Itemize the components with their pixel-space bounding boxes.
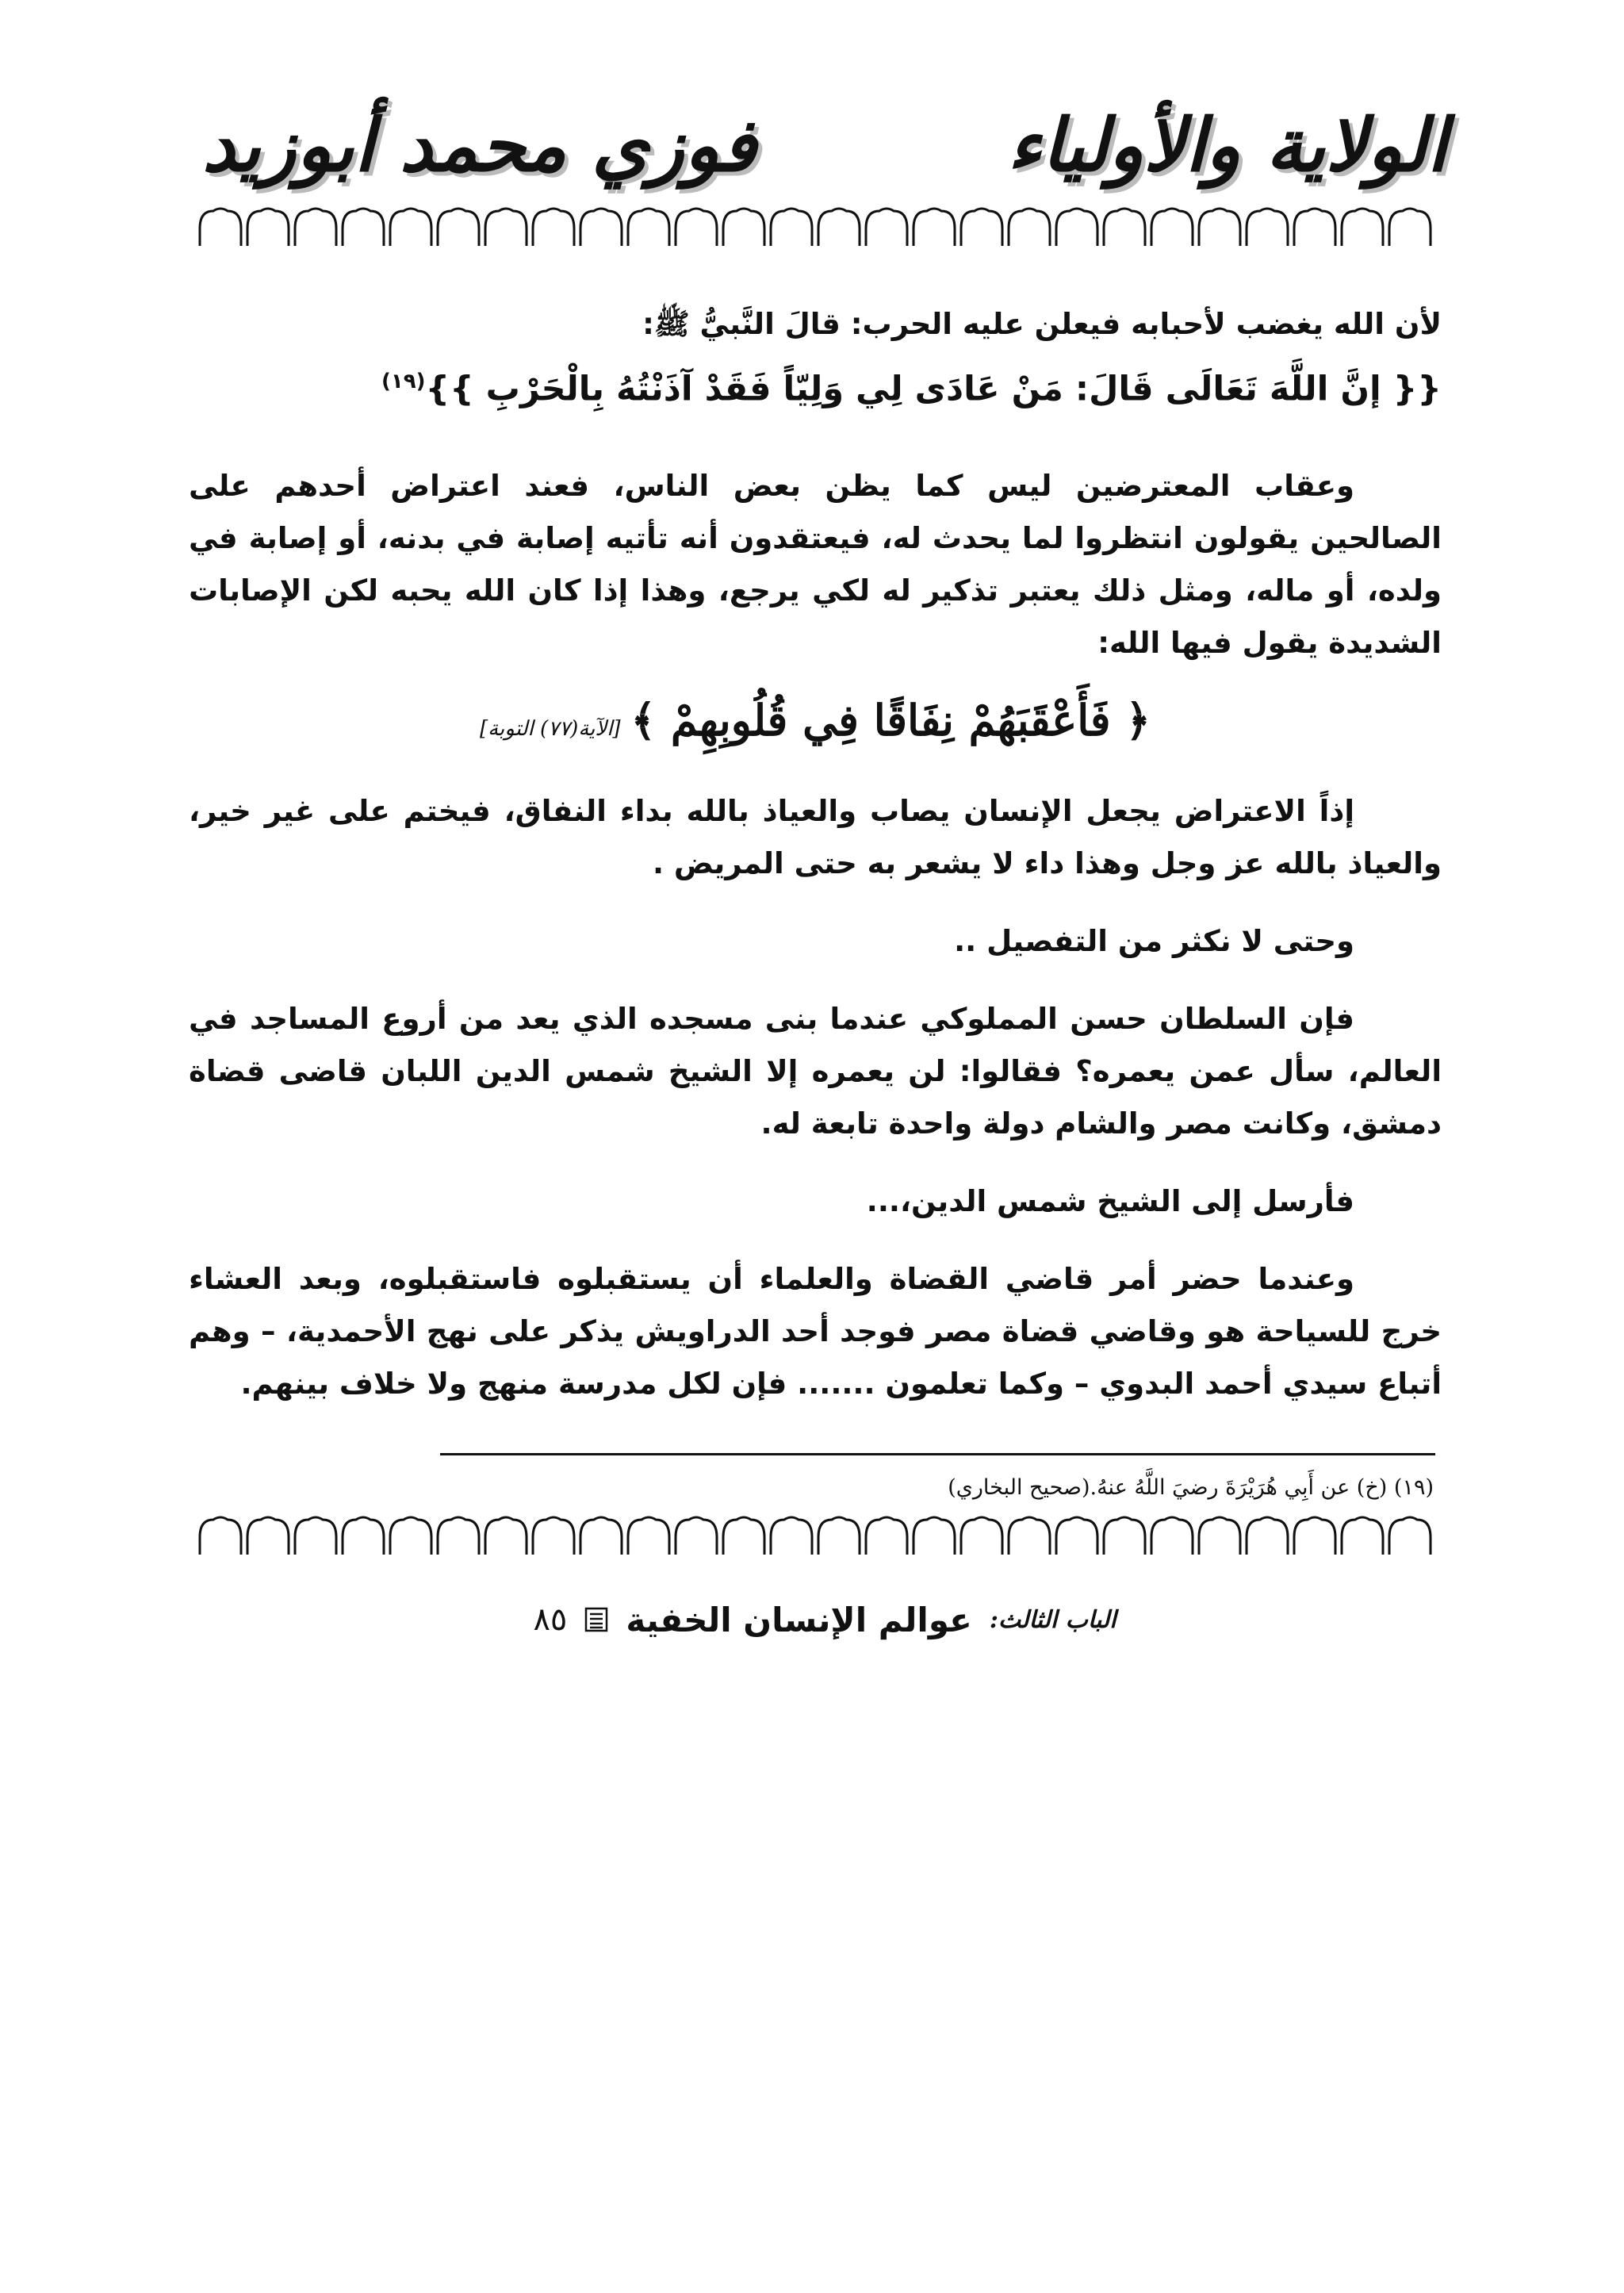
paragraph-2: إذاً الاعتراض يجعل الإنسان يصاب والعياذ بالله بداء النفاق، فيختم على غير خير، والعياذ بالله عز وجل وهذا داء لا يشعر به حتى المريض .: [189, 794, 1442, 881]
book-icon: [584, 1607, 608, 1632]
hadith-footnote-ref: (١٩): [381, 370, 426, 393]
book-title: الولاية والأولياء: [1007, 102, 1447, 188]
page-footer: [468, 1588, 1182, 1651]
page-header: [202, 94, 1447, 197]
top-ornament-border: [197, 205, 1434, 249]
paragraph-1: وعقاب المعترضين ليس كما يظن بعض الناس، فعند اعتراض أحدهم على الصالحين يقولون انتظروا لما يحدث له، فيعتقدون أنه تأتيه إصابة في بدنه، أو إصابة في ولده، أو ماله، ومثل ذلك يعتبر تذكير له لكي يرجع، وهذا إذا كان الله يحبه لكن الإصابات الشديدة يقول فيها الله:: [189, 469, 1442, 661]
hadith-text: {{ إنَّ اللَّهَ تَعَالَى قَالَ: مَنْ عَادَى لِي وَلِيّاً فَقَدْ آذَنْتُهُ بِالْحَرْبِ }}: [425, 369, 1442, 409]
page-number: ٨٥: [533, 1601, 568, 1638]
footnote: [189, 1472, 1434, 1504]
paragraph-6: وعندما حضر أمر قاضي القضاة والعلماء أن يستقبلوه فاستقبلوه، وبعد العشاء خرج للسياحة هو وقاضي قضاة مصر فوجد أحد الدراويش يذكر على نهج الأحمدية، – وهم أتباع سيدي أحمد البدوي – وكما تعلمون ....... فإن لكل مدرسة منهج ولا خلاف بينهم.: [189, 1262, 1442, 1401]
main-content: [189, 305, 1442, 1436]
footnote-divider: [440, 1453, 1435, 1455]
hadith-quote: [189, 358, 1442, 412]
quran-verse: [189, 695, 1442, 746]
paragraph-4: فإن السلطان حسن المملوكي عندما بنى مسجده الذي يعد من أروع المساجد في العالم، سأل عمن يعمره؟ فقالوا: لن يعمره إلا الشيخ شمس الدين اللبان قاضى قضاة دمشق، وكانت مصر والشام دولة واحدة تابعة له.: [189, 1002, 1442, 1141]
scallop-arches: [200, 1517, 1431, 1555]
paragraph-5: فأرسل إلى الشيخ شمس الدين،...: [866, 1184, 1354, 1219]
verse-text: ﴿ فَأَعْقَبَهُمْ نِفَاقًا فِي قُلُوبِهِمْ ﴾: [630, 695, 1151, 746]
paragraph-3: وحتى لا نكثر من التفصيل ..: [954, 924, 1354, 959]
footnote-text: (خ) عن أَبِي هُرَيْرَةَ رضيَ اللَّهُ عنهُ.(صحيح البخاري): [948, 1475, 1388, 1500]
chapter-label: الباب الثالث:: [989, 1605, 1116, 1634]
bottom-ornament-border: [197, 1513, 1434, 1558]
verse-reference: [الآية(٧٧) التوبة]: [479, 717, 621, 742]
intro-line: لأن الله يغضب لأحبابه فيعلن عليه الحرب: قالَ النَّبيُّ ﷺ:: [642, 307, 1442, 341]
author-name: فوزي محمد أبوزيد: [202, 102, 757, 188]
chapter-title: عوالم الإنسان الخفية: [626, 1600, 972, 1639]
footnote-number: (١٩): [1393, 1475, 1434, 1500]
scallop-arches: [200, 209, 1431, 246]
